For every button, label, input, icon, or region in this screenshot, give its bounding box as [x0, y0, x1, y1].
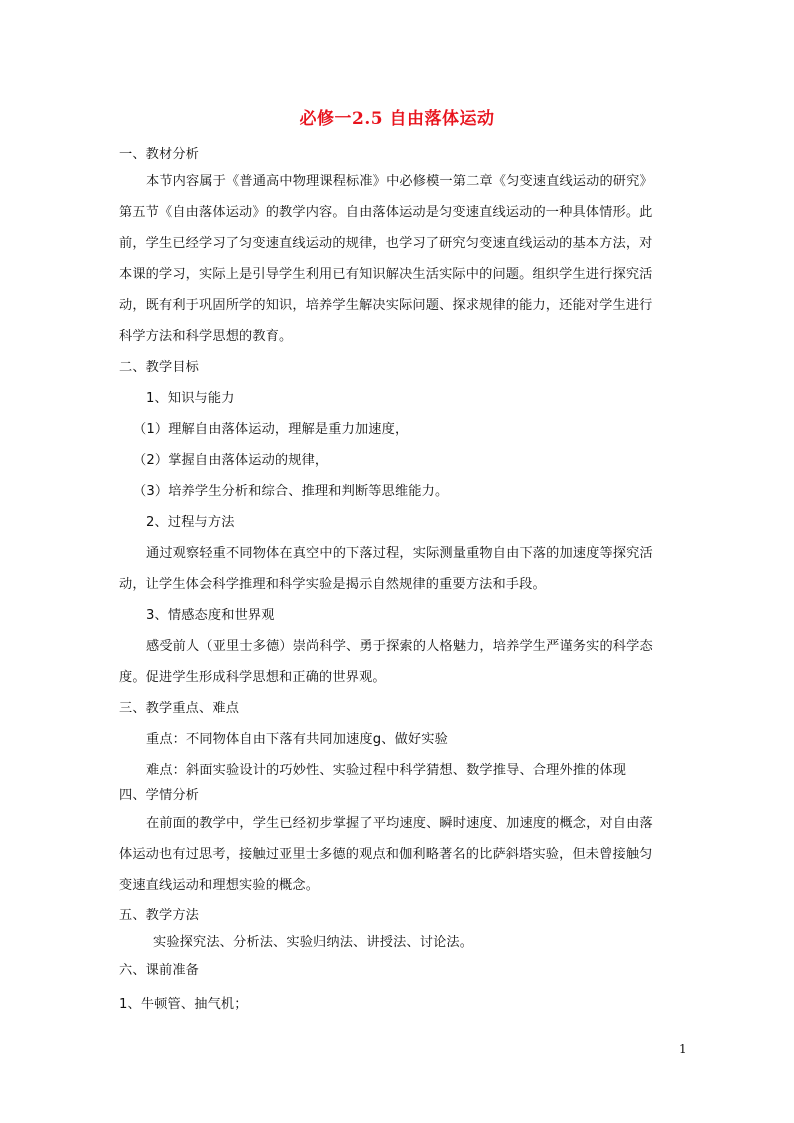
- list-item: （2）掌握自由落体运动的规律，: [133, 453, 329, 468]
- paragraph-line: 实验探究法、分析法、实验归纳法、讲授法、讨论法。: [153, 935, 474, 950]
- paragraph-line: 动，让学生体会科学推理和科学实验是揭示自然规律的重要方法和手段。: [119, 577, 546, 592]
- list-item: （1）理解自由落体运动，理解是重力加速度，: [133, 422, 409, 437]
- paragraph-line: 通过观察轻重不同物体在真空中的下落过程，实际测量重物自由下落的加速度等探究活: [146, 546, 653, 561]
- difficult-point: 难点：斜面实验设计的巧妙性、实验过程中科学猜想、数学推导、合理外推的体现: [146, 763, 627, 778]
- page-number: 1: [679, 1042, 687, 1056]
- section-heading-3: 三、教学重点、难点: [119, 701, 240, 716]
- paragraph-line: 科学方法和科学思想的教育。: [119, 329, 293, 344]
- document-title: 必修一2.5 自由落体运动: [299, 109, 495, 129]
- subheading: 2、过程与方法: [146, 515, 235, 530]
- section-heading-1: 一、教材分析: [119, 147, 200, 162]
- paragraph-line: 感受前人（亚里士多德）崇尚科学、勇于探索的人格魅力，培养学生严谨务实的科学态: [146, 639, 653, 654]
- paragraph-line: 动，既有利于巩固所学的知识，培养学生解决实际问题、探求规律的能力，还能对学生进行: [119, 298, 653, 313]
- paragraph-line: 在前面的教学中，学生已经初步掌握了平均速度、瞬时速度、加速度的概念，对自由落: [146, 816, 653, 831]
- paragraph-line: 变速直线运动和理想实验的概念。: [119, 878, 320, 893]
- paragraph-line: 本课的学习，实际上是引导学生利用已有知识解决生活实际中的问题。组织学生进行探究活: [119, 267, 653, 282]
- paragraph-line: 本节内容属于《普通高中物理课程标准》中必修模一第二章《匀变速直线运动的研究》: [146, 174, 653, 189]
- section-heading-5: 五、教学方法: [119, 908, 200, 923]
- paragraph-line: 度。促进学生形成科学思想和正确的世界观。: [119, 670, 386, 685]
- section-heading-4: 四、学情分析: [119, 788, 200, 803]
- subheading: 3、情感态度和世界观: [146, 608, 275, 623]
- subheading: 1、知识与能力: [146, 391, 235, 406]
- key-point: 重点：不同物体自由下落有共同加速度g、做好实验: [146, 732, 448, 747]
- paragraph-line: 体运动也有过思考，接触过亚里士多德的观点和伽利略著名的比萨斜塔实验，但未曾接触匀: [119, 847, 653, 862]
- list-item: （3）培养学生分析和综合、推理和判断等思维能力。: [133, 484, 449, 499]
- section-heading-2: 二、教学目标: [119, 360, 200, 375]
- paragraph-line: 前，学生已经学习了匀变速直线运动的规律，也学习了研究匀变速直线运动的基本方法，对: [119, 236, 653, 251]
- paragraph-line: 第五节《自由落体运动》的教学内容。自由落体运动是匀变速直线运动的一种具体情形。此: [119, 205, 653, 220]
- list-item: 1、牛顿管、抽气机；: [119, 997, 248, 1012]
- section-heading-6: 六、课前准备: [119, 963, 200, 978]
